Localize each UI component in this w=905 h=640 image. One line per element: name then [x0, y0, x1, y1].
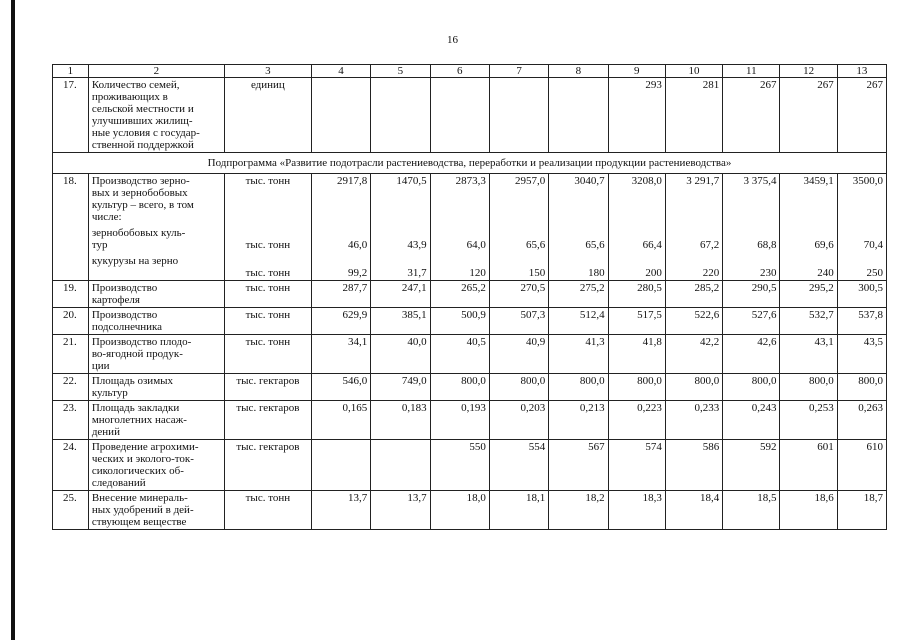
value-cell: 40,5 — [430, 335, 489, 374]
value-cell: 522,6 — [665, 308, 722, 335]
value-cell: 512,4 — [549, 308, 608, 335]
row-unit — [224, 174, 311, 281]
header-cell: 7 — [489, 65, 548, 78]
value-cell: 517,5 — [608, 308, 665, 335]
header-cell: 12 — [780, 65, 837, 78]
cell-line: проживающих в — [91, 91, 168, 103]
value-cell: 537,8 — [837, 308, 886, 335]
header-row — [53, 65, 887, 78]
value-cell: 546,0 — [311, 374, 370, 401]
value-cell: 265,2 — [430, 281, 489, 308]
cell-line: 64,0 — [466, 239, 486, 251]
value-cell: 385,1 — [371, 308, 430, 335]
value-cell — [489, 174, 548, 281]
value-cell: 800,0 — [665, 374, 722, 401]
row-name — [88, 78, 224, 153]
cell-line: ствующем веществе — [91, 516, 187, 528]
cell-line: 68,8 — [757, 239, 777, 251]
row-name — [88, 335, 224, 374]
value-cell: 0,233 — [665, 401, 722, 440]
value-cell: 749,0 — [371, 374, 430, 401]
value-cell: 275,2 — [549, 281, 608, 308]
value-cell: 800,0 — [489, 374, 548, 401]
cell-line: 180 — [588, 267, 605, 279]
cell-line: Производство плодо- — [91, 336, 192, 348]
cell-line: 31,7 — [407, 267, 427, 279]
cell-line: культур – всего, в том — [91, 199, 194, 211]
page-edge-bar — [11, 0, 15, 640]
value-cell: 42,6 — [723, 335, 780, 374]
row-name — [88, 174, 224, 281]
value-cell: 41,8 — [608, 335, 665, 374]
row-unit: тыс. тонн — [224, 281, 311, 308]
cell-line: во-ягодной продук- — [91, 348, 183, 360]
value-cell: 0,165 — [311, 401, 370, 440]
row-name — [88, 440, 224, 491]
cell-line: тыс. тонн — [245, 175, 291, 187]
row-unit: тыс. гектаров — [224, 374, 311, 401]
row-number: 19. — [53, 281, 89, 308]
subprogram-row — [53, 153, 887, 174]
row-unit: тыс. гектаров — [224, 440, 311, 491]
value-cell: 532,7 — [780, 308, 837, 335]
header-cell: 9 — [608, 65, 665, 78]
header-cell: 5 — [371, 65, 430, 78]
value-cell — [311, 78, 370, 153]
cell-line: 150 — [528, 267, 546, 279]
value-cell: 18,7 — [837, 491, 886, 530]
cell-line: сельской местности и — [91, 103, 194, 115]
cell-line: подсолнечника — [91, 321, 163, 333]
value-cell: 267 — [837, 78, 886, 153]
row-number: 25. — [53, 491, 89, 530]
cell-line: 230 — [759, 267, 777, 279]
value-cell: 18,5 — [723, 491, 780, 530]
row-number: 18. — [53, 174, 89, 281]
value-cell: 800,0 — [430, 374, 489, 401]
cell-line: 3459,1 — [803, 175, 834, 187]
value-cell — [723, 174, 780, 281]
cell-line: 66,4 — [642, 239, 662, 251]
cell-line: 1470,5 — [396, 175, 427, 187]
value-cell: 800,0 — [837, 374, 886, 401]
value-cell: 267 — [780, 78, 837, 153]
value-cell: 34,1 — [311, 335, 370, 374]
cell-line: 3 291,7 — [686, 175, 720, 187]
value-cell — [311, 440, 370, 491]
value-cell — [549, 174, 608, 281]
cell-line: 3500,0 — [852, 175, 883, 187]
table-row — [53, 374, 887, 401]
cell-line: 70,4 — [863, 239, 883, 251]
value-cell: 280,5 — [608, 281, 665, 308]
row-name — [88, 491, 224, 530]
cell-line: Производство — [91, 309, 158, 321]
value-cell: 18,3 — [608, 491, 665, 530]
value-cell: 0,213 — [549, 401, 608, 440]
table-body — [53, 65, 887, 530]
value-cell: 18,1 — [489, 491, 548, 530]
cell-line: следований — [91, 477, 146, 489]
value-cell: 40,0 — [371, 335, 430, 374]
header-cell: 13 — [837, 65, 886, 78]
value-cell: 293 — [608, 78, 665, 153]
cell-line: 69,6 — [814, 239, 834, 251]
cell-line: сикологических об- — [91, 465, 184, 477]
row-number: 22. — [53, 374, 89, 401]
cell-line: тыс. тонн — [245, 267, 291, 279]
cell-line: вых и зернобобовых — [91, 187, 188, 199]
value-cell: 574 — [608, 440, 665, 491]
cell-line: 2957,0 — [515, 175, 546, 187]
row-number: 24. — [53, 440, 89, 491]
cell-line: Проведение агрохими- — [91, 441, 199, 453]
cell-line: культур — [91, 387, 128, 399]
cell-line: 3208,0 — [631, 175, 662, 187]
cell-line: ных удобрений в дей- — [91, 504, 194, 516]
value-cell: 18,0 — [430, 491, 489, 530]
value-cell: 42,2 — [665, 335, 722, 374]
cell-line: картофеля — [91, 294, 140, 306]
value-cell: 40,9 — [489, 335, 548, 374]
cell-line: тыс. тонн — [245, 239, 291, 251]
cell-line: 67,2 — [699, 239, 720, 251]
table-row — [53, 335, 887, 374]
row-number: 20. — [53, 308, 89, 335]
cell-line: Количество семей, — [91, 79, 180, 91]
cell-line: Производство — [91, 282, 158, 294]
value-cell: 0,223 — [608, 401, 665, 440]
row-name — [88, 401, 224, 440]
value-cell: 800,0 — [780, 374, 837, 401]
value-cell: 18,4 — [665, 491, 722, 530]
value-cell: 586 — [665, 440, 722, 491]
row-number: 21. — [53, 335, 89, 374]
value-cell: 18,6 — [780, 491, 837, 530]
value-cell — [371, 440, 430, 491]
cell-line: 3040,7 — [574, 175, 605, 187]
value-cell — [311, 174, 370, 281]
cell-line: 46,0 — [347, 239, 368, 251]
row-number: 23. — [53, 401, 89, 440]
cell-line: 99,2 — [347, 267, 368, 279]
value-cell: 285,2 — [665, 281, 722, 308]
value-cell: 800,0 — [608, 374, 665, 401]
page-number: 16 — [447, 34, 458, 46]
cell-line: 3 375,4 — [743, 175, 777, 187]
value-cell: 592 — [723, 440, 780, 491]
value-cell — [780, 174, 837, 281]
cell-line: ческих и эколого-ток- — [91, 453, 194, 465]
value-cell — [430, 78, 489, 153]
row-name — [88, 308, 224, 335]
header-cell: 11 — [723, 65, 780, 78]
cell-line: улучшивших жилищ- — [91, 115, 193, 127]
cell-line: тур — [91, 239, 108, 251]
value-cell — [489, 78, 548, 153]
value-cell: 550 — [430, 440, 489, 491]
value-cell: 567 — [549, 440, 608, 491]
value-cell: 0,253 — [780, 401, 837, 440]
value-cell — [837, 174, 886, 281]
value-cell: 43,1 — [780, 335, 837, 374]
value-cell — [371, 174, 430, 281]
cell-line: Площадь озимых — [91, 375, 174, 387]
row-number: 17. — [53, 78, 89, 153]
table-row — [53, 440, 887, 491]
cell-line: 220 — [702, 267, 720, 279]
cell-line: кукурузы на зерно — [91, 255, 179, 267]
cell-line: многолетних насаж- — [91, 414, 187, 426]
row-name — [88, 281, 224, 308]
cell-line: ственной поддержкой — [91, 139, 194, 151]
cell-line: Площадь закладки — [91, 402, 180, 414]
value-cell: 554 — [489, 440, 548, 491]
value-cell: 610 — [837, 440, 886, 491]
cell-line: 240 — [817, 267, 834, 279]
header-cell: 4 — [311, 65, 370, 78]
value-cell: 500,9 — [430, 308, 489, 335]
value-cell: 267 — [723, 78, 780, 153]
value-cell — [665, 174, 722, 281]
row-unit: единиц — [224, 78, 311, 153]
value-cell — [430, 174, 489, 281]
value-cell: 0,243 — [723, 401, 780, 440]
value-cell: 18,2 — [549, 491, 608, 530]
value-cell: 601 — [780, 440, 837, 491]
value-cell — [608, 174, 665, 281]
value-cell: 287,7 — [311, 281, 370, 308]
cell-line: 43,9 — [407, 239, 427, 251]
table-row — [53, 174, 887, 281]
table-row — [53, 281, 887, 308]
indicators-table — [52, 64, 887, 530]
value-cell: 247,1 — [371, 281, 430, 308]
value-cell: 0,263 — [837, 401, 886, 440]
header-cell: 8 — [549, 65, 608, 78]
table-row — [53, 308, 887, 335]
row-unit: тыс. тонн — [224, 491, 311, 530]
value-cell — [371, 78, 430, 153]
header-cell: 2 — [88, 65, 224, 78]
value-cell: 281 — [665, 78, 722, 153]
table-row — [53, 491, 887, 530]
cell-line: зернобобовых куль- — [91, 227, 186, 239]
row-unit: тыс. тонн — [224, 308, 311, 335]
value-cell: 43,5 — [837, 335, 886, 374]
value-cell: 13,7 — [311, 491, 370, 530]
value-cell: 507,3 — [489, 308, 548, 335]
value-cell: 0,183 — [371, 401, 430, 440]
value-cell — [549, 78, 608, 153]
value-cell: 0,203 — [489, 401, 548, 440]
value-cell: 295,2 — [780, 281, 837, 308]
value-cell: 41,3 — [549, 335, 608, 374]
cell-line: 2873,3 — [455, 175, 486, 187]
value-cell: 527,6 — [723, 308, 780, 335]
table-row — [53, 78, 887, 153]
value-cell: 0,193 — [430, 401, 489, 440]
value-cell: 629,9 — [311, 308, 370, 335]
cell-line: ные условия с государ- — [91, 127, 200, 139]
header-cell: 6 — [430, 65, 489, 78]
header-cell: 10 — [665, 65, 722, 78]
cell-line: 65,6 — [585, 239, 605, 251]
row-name — [88, 374, 224, 401]
value-cell: 300,5 — [837, 281, 886, 308]
row-unit: тыс. гектаров — [224, 401, 311, 440]
row-unit: тыс. тонн — [224, 335, 311, 374]
header-cell: 1 — [53, 65, 89, 78]
cell-line: 2917,8 — [336, 175, 368, 187]
value-cell: 270,5 — [489, 281, 548, 308]
table-row — [53, 401, 887, 440]
value-cell: 800,0 — [549, 374, 608, 401]
header-cell: 3 — [224, 65, 311, 78]
cell-line: Производство зерно- — [91, 175, 190, 187]
cell-line: 65,6 — [526, 239, 546, 251]
cell-line: 120 — [469, 267, 486, 279]
value-cell: 290,5 — [723, 281, 780, 308]
cell-line: 200 — [645, 267, 662, 279]
cell-line: ции — [91, 360, 110, 372]
cell-line: 250 — [866, 267, 883, 279]
value-cell: 800,0 — [723, 374, 780, 401]
value-cell: 13,7 — [371, 491, 430, 530]
subprogram-title: Подпрограмма «Развитие подотрасли растениеводства, переработки и реализации продукции растениеводства» — [53, 153, 887, 174]
cell-line: числе: — [91, 211, 122, 223]
cell-line: Внесение минераль- — [91, 492, 188, 504]
cell-line: дений — [91, 426, 120, 438]
